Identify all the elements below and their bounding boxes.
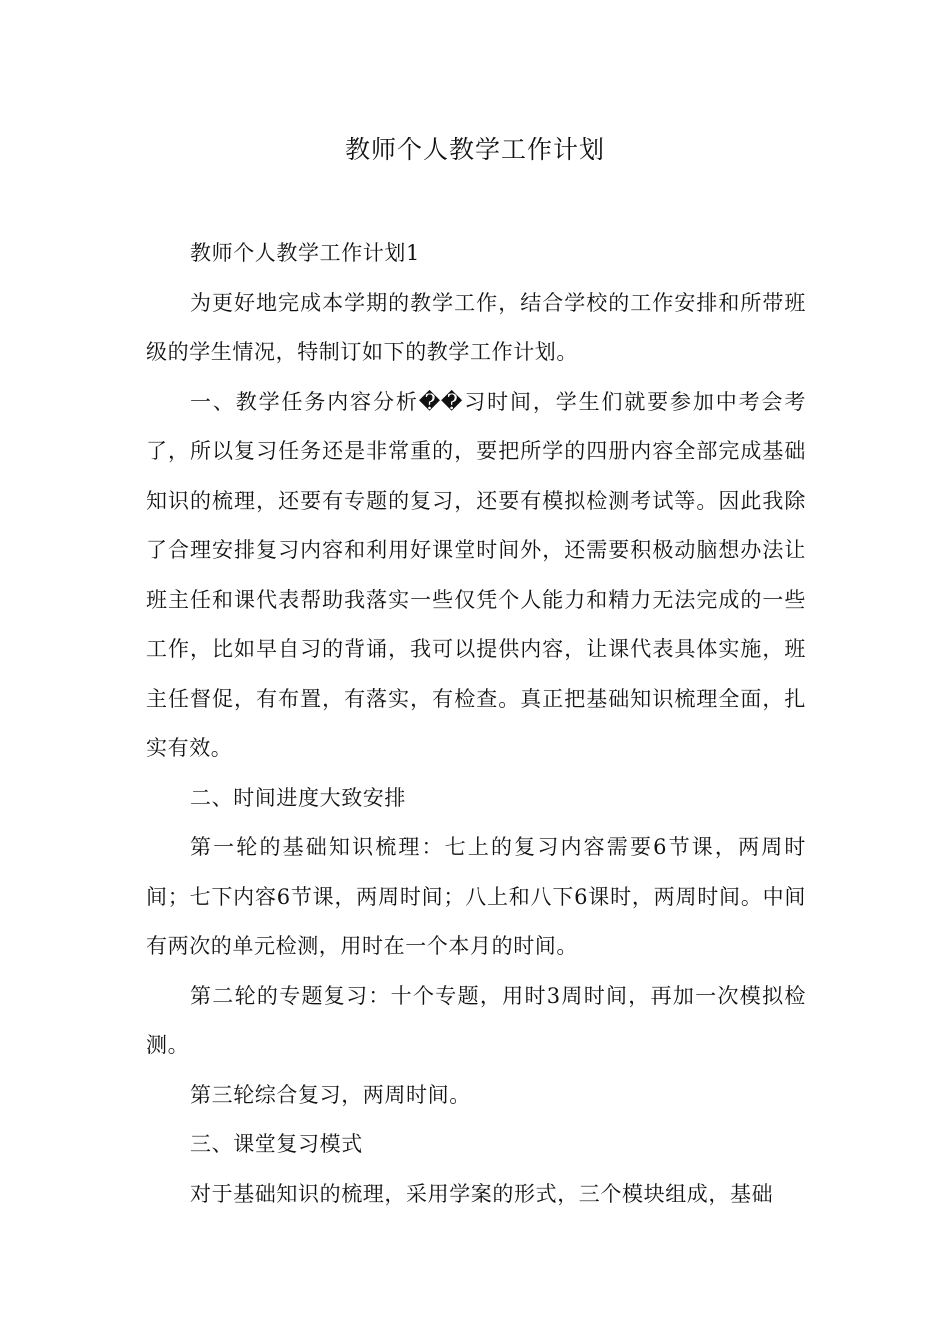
paragraph: 教师个人教学工作计划1 xyxy=(190,241,420,265)
paragraph: 第一轮的基础知识梳理：七上的复习内容需要6节课，两周时间；七下内容6节课，两周时间；八上和八下6课时，两周时间。中间有两次的单元检测，用时在一个本月的时间。 xyxy=(146,835,806,958)
document-body xyxy=(146,229,806,1219)
paragraph: 为更好地完成本学期的教学工作，结合学校的工作安排和所带班级的学生情况，特制订如下的教学工作计划。 xyxy=(146,290,806,364)
section-heading: 三、课堂复习模式 xyxy=(190,1132,363,1156)
paragraph: 对于基础知识的梳理，采用学案的形式，三个模块组成，基础 xyxy=(190,1181,774,1206)
document-title: 教师个人教学工作计划 xyxy=(344,135,605,164)
section-heading: 二、时间进度大致安排 xyxy=(190,785,406,810)
paragraph: 第二轮的专题复习：十个专题，用时3周时间，再加一次模拟检测。 xyxy=(146,983,806,1057)
paragraph: 第三轮综合复习，两周时间。 xyxy=(190,1082,471,1107)
paragraph: 一、教学任务内容分析��习时间，学生们就要参加中考会考了，所以复习任务还是非常重的，要把所学的四册内容全部完成基础知识的梳理，还要有专题的复习，还要有模拟检测考试等。因此我除了合理安排复习内容和利用好课堂时间外，还需要积极动脑想办法让班主任和课代表帮助我落实一些仅凭个人能力和精力无法完成的一些工作，比如早自习的背诵，我可以提供内容，让课代表具体实施，班主任督促，有布置，有落实，有检查。真正把基础知识梳理全面，扎实有效。 xyxy=(146,389,806,760)
